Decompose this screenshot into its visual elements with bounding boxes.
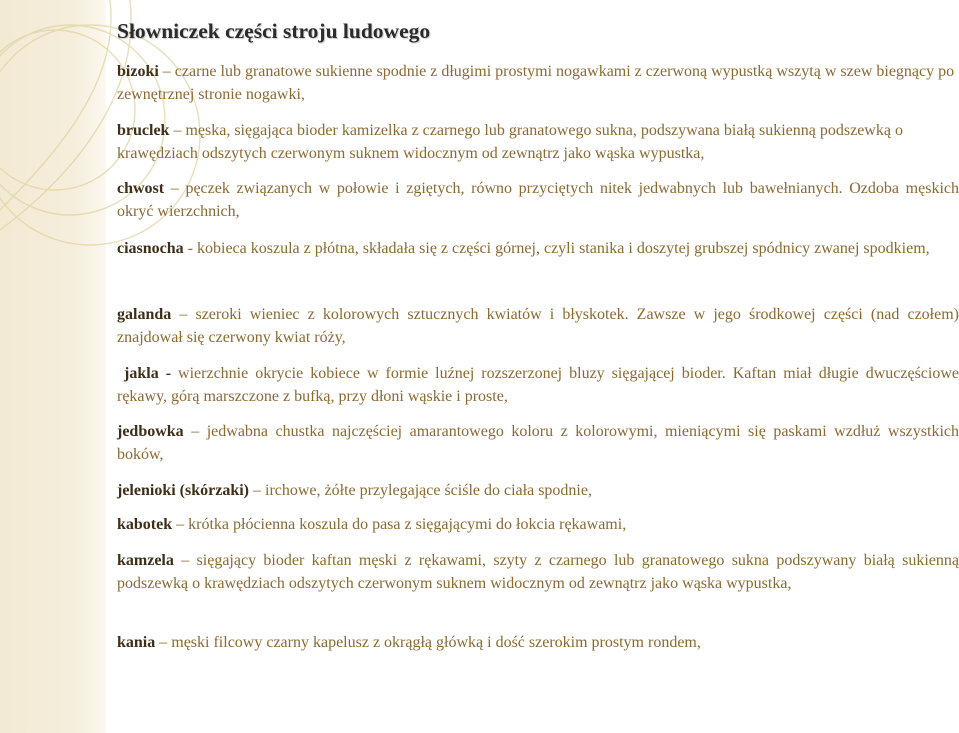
entry-definition: – irchowe, żółte przylegające ściśle do ciała spodnie, <box>249 482 592 499</box>
entry-definition: – krótka płócienna koszula do pasa z sięgającymi do łokcia rękawami, <box>172 516 627 533</box>
entry-definition: – jedwabna chustka najczęściej amarantowego koloru z kolorowymi, mieniącymi się paskami wzdłuż wszystkich boków, <box>117 423 959 463</box>
entry-term: jedbowka <box>117 423 184 440</box>
glossary-entry-galanda <box>117 304 959 349</box>
entry-term: kania <box>117 634 156 651</box>
entry-term: jakla - <box>124 365 172 382</box>
glossary-entry-jelenioki <box>117 480 959 503</box>
glossary-entry-kania <box>117 632 959 655</box>
glossary-entry-bizoki <box>117 61 959 106</box>
glossary-entry-kabotek <box>117 514 959 537</box>
glossary-entry-chwost <box>117 178 959 223</box>
glossary-entry-kamzela <box>117 550 959 595</box>
entry-term: kamzela <box>117 552 174 569</box>
entry-term: bruclek <box>117 122 170 139</box>
entry-term: kabotek <box>117 516 173 533</box>
glossary-entry-ciasnocha <box>117 235 959 262</box>
page-title: Słowniczek części stroju ludowego <box>117 19 431 43</box>
entry-definition: – męski filcowy czarny kapelusz z okrągłą główką i dość szerokim prostym rondem, <box>155 634 701 651</box>
entry-definition: – czarne lub granatowe sukienne spodnie z długimi prostymi nogawkami z czerwoną wypustką wszytą w szew biegnący po zewnętrznej stronie nogawki, <box>117 63 955 103</box>
glossary-entry-jakla <box>117 363 959 408</box>
entry-term: bizoki <box>117 63 159 80</box>
entry-term: galanda <box>117 306 172 323</box>
entry-definition: – męska, sięgająca bioder kamizelka z czarnego lub granatowego sukna, podszywana białą sukienną podszewką o krawędziach odszytych czerwonym suknem widocznym od zewnątrz jako wąska wypustka, <box>117 122 903 162</box>
entry-definition: wierzchnie okrycie kobiece w formie luźnej rozszerzonej bluzy sięgającej bioder. Kaftan miał długie dwuczęściowe rękawy, górą marszczone z bufką, przy dłoni wąskie i proste, <box>117 365 959 405</box>
entry-term: chwost <box>117 180 165 197</box>
entry-definition: – pęczek związanych w połowie i zgiętych, równo przyciętych nitek jedwabnych lub bawełnianych. Ozdoba męskich okryć wierzchnich, <box>117 180 959 220</box>
entry-definition: - kobieca koszula z płótna, składała się z części górnej, czyli stanika i doszytej grubszej spódnicy zwanej spodkiem, <box>183 240 930 257</box>
entry-definition: – sięgający bioder kaftan męski z rękawami, szyty z czarnego lub granatowego sukna podszywany białą sukienną podszewką o krawędziach odszytych czerwonym suknem widocznym od zewnątrz jako wąska wypustka, <box>117 552 959 592</box>
entry-term: jelenioki (skórzaki) <box>117 482 249 499</box>
entry-term: ciasnocha <box>117 240 184 257</box>
glossary-entry-bruclek <box>117 120 959 165</box>
glossary-entry-jedbowka <box>117 421 959 466</box>
entry-definition: – szeroki wieniec z kolorowych sztucznych kwiatów i błyskotek. Zawsze w jego środkowej części (nad czołem) znajdował się czerwony kwiat róży, <box>117 306 959 346</box>
